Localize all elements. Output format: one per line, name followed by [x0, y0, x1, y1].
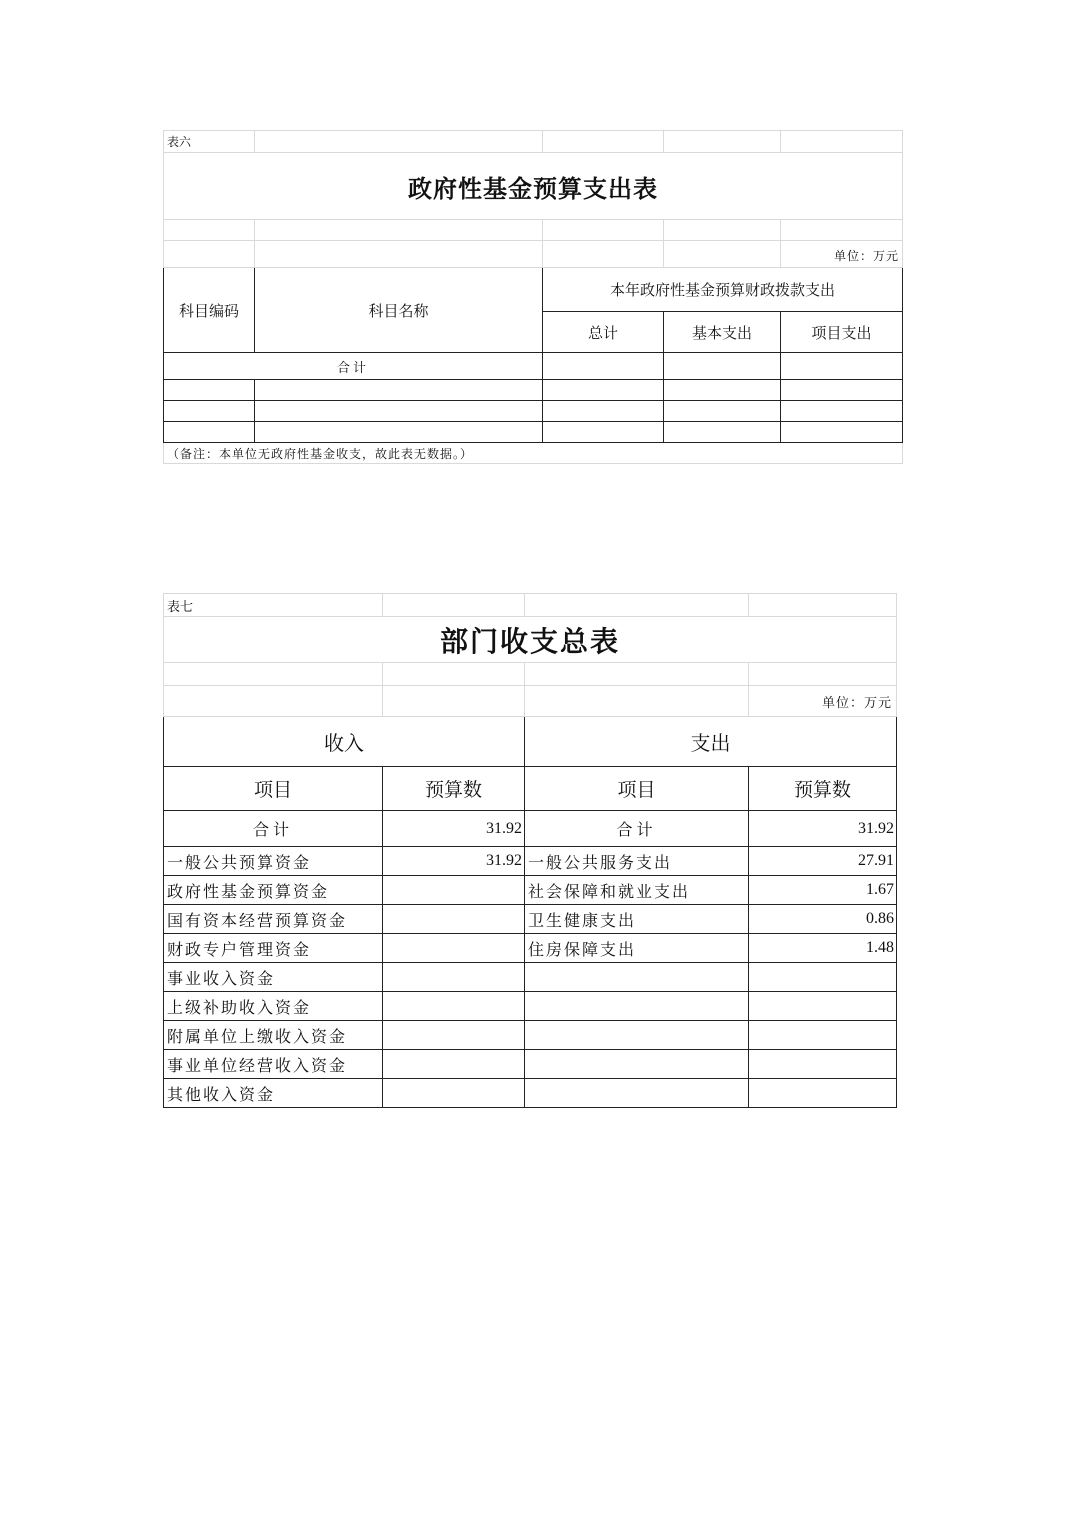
expense-item-header: 项目 [525, 767, 749, 811]
expense-value [749, 963, 897, 992]
expense-item [525, 1079, 749, 1108]
income-value: 31.92 [383, 847, 525, 876]
header-subject-name: 科目名称 [255, 268, 543, 353]
income-budget-header: 预算数 [383, 767, 525, 811]
table-row [164, 1079, 897, 1108]
expense-value [749, 1050, 897, 1079]
expense-value: 0.86 [749, 905, 897, 934]
income-item: 政府性基金预算资金 [164, 876, 383, 905]
table-row [164, 380, 903, 401]
department-income-expenditure-summary-table [163, 593, 897, 1108]
income-item: 一般公共预算资金 [164, 847, 383, 876]
header-subject-code: 科目编码 [164, 268, 255, 353]
expense-value: 1.67 [749, 876, 897, 905]
income-section-header: 收入 [164, 717, 525, 767]
expense-value: 27.91 [749, 847, 897, 876]
table-title: 政府性基金预算支出表 [164, 153, 903, 220]
income-value [383, 992, 525, 1021]
income-value [383, 876, 525, 905]
header-fund-expenditure-group: 本年政府性基金预算财政拨款支出 [543, 268, 903, 312]
expense-item [525, 1050, 749, 1079]
expense-item [525, 1021, 749, 1050]
expense-total-value: 31.92 [749, 811, 897, 847]
income-item-header: 项目 [164, 767, 383, 811]
income-item: 财政专户管理资金 [164, 934, 383, 963]
income-value [383, 905, 525, 934]
table-row [164, 401, 903, 422]
income-item: 事业单位经营收入资金 [164, 1050, 383, 1079]
expense-value [749, 1021, 897, 1050]
header-project-expenditure: 项目支出 [781, 312, 903, 353]
table-row [164, 422, 903, 443]
income-value [383, 1050, 525, 1079]
header-total: 总计 [543, 312, 664, 353]
government-fund-budget-expenditure-table [163, 130, 903, 464]
income-value [383, 963, 525, 992]
expense-item: 住房保障支出 [525, 934, 749, 963]
table-row [164, 1050, 897, 1079]
table-label: 表七 [164, 594, 383, 617]
income-value [383, 1079, 525, 1108]
income-item: 其他收入资金 [164, 1079, 383, 1108]
table-row [164, 876, 897, 905]
expense-item: 社会保障和就业支出 [525, 876, 749, 905]
table-row [164, 847, 897, 876]
table-title: 部门收支总表 [164, 617, 897, 663]
expense-item [525, 992, 749, 1021]
table-row [164, 934, 897, 963]
table-label: 表六 [164, 131, 255, 153]
table-row [164, 1021, 897, 1050]
income-item: 上级补助收入资金 [164, 992, 383, 1021]
expense-total-label: 合计 [525, 811, 749, 847]
table-row [164, 963, 897, 992]
expense-value [749, 1079, 897, 1108]
expense-budget-header: 预算数 [749, 767, 897, 811]
income-value [383, 934, 525, 963]
table-note: （备注：本单位无政府性基金收支，故此表无数据。） [164, 443, 903, 464]
unit-label: 单位：万元 [749, 686, 897, 717]
expense-item [525, 963, 749, 992]
table-row [164, 905, 897, 934]
total-row-label: 合计 [164, 353, 543, 380]
expense-value: 1.48 [749, 934, 897, 963]
expense-value [749, 992, 897, 1021]
income-total-value: 31.92 [383, 811, 525, 847]
expense-section-header: 支出 [525, 717, 897, 767]
expense-item: 卫生健康支出 [525, 905, 749, 934]
expense-item: 一般公共服务支出 [525, 847, 749, 876]
income-value [383, 1021, 525, 1050]
income-total-label: 合计 [164, 811, 383, 847]
header-basic-expenditure: 基本支出 [664, 312, 781, 353]
income-item: 附属单位上缴收入资金 [164, 1021, 383, 1050]
unit-label: 单位：万元 [781, 241, 903, 268]
income-item: 事业收入资金 [164, 963, 383, 992]
income-item: 国有资本经营预算资金 [164, 905, 383, 934]
table-row [164, 992, 897, 1021]
